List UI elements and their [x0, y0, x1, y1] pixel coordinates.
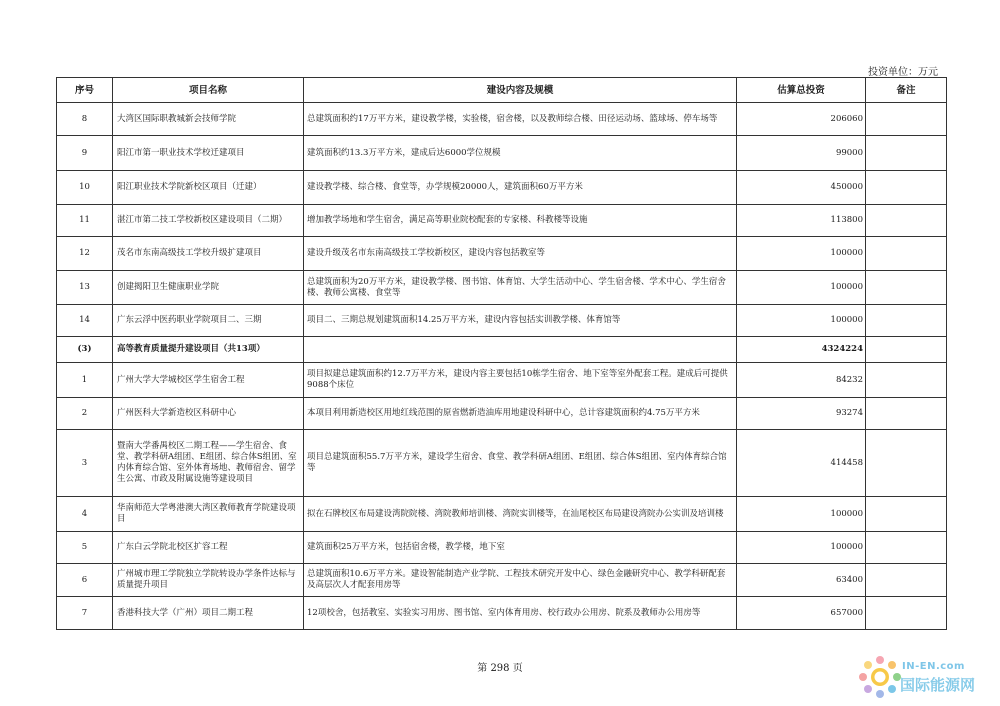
- row-investment: 99000: [737, 136, 866, 171]
- row-no: 3: [57, 430, 113, 497]
- row-investment: 84232: [737, 363, 866, 398]
- row-remark: [866, 171, 947, 205]
- row-content: 增加教学场地和学生宿舍，满足高等职业院校配套的专家楼、科教楼等设施: [304, 205, 737, 237]
- row-remark: [866, 532, 947, 564]
- sun-logo-icon: [858, 655, 902, 699]
- header-estimated-investment: 估算总投资: [737, 78, 866, 103]
- section-remark: [866, 337, 947, 363]
- row-investment: 450000: [737, 171, 866, 205]
- row-remark: [866, 564, 947, 597]
- row-no: 1: [57, 363, 113, 398]
- row-investment: 100000: [737, 497, 866, 532]
- row-content: 本项目利用新造校区用地红线范围的原省燃新造油库用地建设科研中心，总计容建筑面积约4.75万平方米: [304, 398, 737, 430]
- row-no: 7: [57, 597, 113, 630]
- section-investment: 4324224: [737, 337, 866, 363]
- table-row: [57, 171, 947, 205]
- table-row: [57, 564, 947, 597]
- row-remark: [866, 597, 947, 630]
- row-content: 拟在石牌校区布局建设湾院院楼、湾院教师培训楼、湾院实训楼等，在汕尾校区布局建设湾院办公实训及培训楼: [304, 497, 737, 532]
- table-row: [57, 237, 947, 271]
- watermark-brand-text: 国际能源网: [900, 676, 976, 694]
- table-header-row: [57, 78, 947, 103]
- watermark-site-text: IN-EN.com: [902, 661, 965, 672]
- section-title: 高等教育质量提升建设项目（共13项）: [113, 337, 304, 363]
- row-no: 4: [57, 497, 113, 532]
- header-project-name: 项目名称: [113, 78, 304, 103]
- row-no: 9: [57, 136, 113, 171]
- row-content: 项目总建筑面积55.7万平方米，建设学生宿舍、食堂、教学科研A组团、E组团、综合体S组团、室内体育综合馆等: [304, 430, 737, 497]
- row-no: 8: [57, 103, 113, 136]
- table-row: [57, 305, 947, 337]
- row-investment: 63400: [737, 564, 866, 597]
- row-project-name: 大湾区国际职教城新会技师学院: [113, 103, 304, 136]
- row-investment: 113800: [737, 205, 866, 237]
- table-row: [57, 103, 947, 136]
- row-investment: 100000: [737, 305, 866, 337]
- row-remark: [866, 103, 947, 136]
- row-content: 总建筑面积10.6万平方米。建设智能制造产业学院、工程技术研究开发中心、绿色金融研究中心、教学科研配套及高层次人才配套用房等: [304, 564, 737, 597]
- row-investment: 100000: [737, 271, 866, 305]
- row-content: 总建筑面积约17万平方米，建设教学楼，实验楼，宿舍楼，以及教师综合楼、田径运动场、篮球场、停车场等: [304, 103, 737, 136]
- section-content: [304, 337, 737, 363]
- table-row: [57, 597, 947, 630]
- row-remark: [866, 205, 947, 237]
- row-project-name: 阳江职业技术学院新校区项目（迁建）: [113, 171, 304, 205]
- row-no: 10: [57, 171, 113, 205]
- row-investment: 93274: [737, 398, 866, 430]
- row-remark: [866, 363, 947, 398]
- row-investment: 100000: [737, 237, 866, 271]
- row-no: 13: [57, 271, 113, 305]
- table-row: [57, 430, 947, 497]
- row-project-name: 广州医科大学新造校区科研中心: [113, 398, 304, 430]
- row-remark: [866, 136, 947, 171]
- row-project-name: 暨南大学番禺校区二期工程——学生宿舍、食堂、教学科研A组团、E组团、综合体S组团、室内体育综合馆、室外体育场地、教师宿舍、留学生公寓、市政及附属设施等建设项目: [113, 430, 304, 497]
- row-no: 6: [57, 564, 113, 597]
- row-no: 12: [57, 237, 113, 271]
- row-no: 14: [57, 305, 113, 337]
- header-content-scale: 建设内容及规模: [304, 78, 737, 103]
- row-investment: 100000: [737, 532, 866, 564]
- row-remark: [866, 398, 947, 430]
- row-content: 建设教学楼、综合楼、食堂等，办学规模20000人，建筑面积60万平方米: [304, 171, 737, 205]
- row-remark: [866, 237, 947, 271]
- row-content: 建筑面积约13.3万平方米，建成后达6000学位规模: [304, 136, 737, 171]
- row-content: 建筑面积25万平方米，包括宿舍楼，教学楼，地下室: [304, 532, 737, 564]
- row-project-name: 香港科技大学（广州）项目二期工程: [113, 597, 304, 630]
- watermark-logo: [858, 655, 998, 699]
- row-remark: [866, 497, 947, 532]
- row-no: 11: [57, 205, 113, 237]
- row-content: 建设升级茂名市东南高级技工学校新校区，建设内容包括教室等: [304, 237, 737, 271]
- table-row: [57, 136, 947, 171]
- table-row: [57, 398, 947, 430]
- row-investment: 206060: [737, 103, 866, 136]
- page-number: 第 298 页: [477, 663, 523, 674]
- row-content: 项目二、三期总规划建筑面积14.25万平方米，建设内容包括实训教学楼、体育馆等: [304, 305, 737, 337]
- row-remark: [866, 271, 947, 305]
- row-investment: 657000: [737, 597, 866, 630]
- row-no: 5: [57, 532, 113, 564]
- row-project-name: 广州城市理工学院独立学院转设办学条件达标与质量提升项目: [113, 564, 304, 597]
- project-table: [56, 77, 947, 630]
- row-project-name: 湛江市第二技工学校新校区建设项目（二期）: [113, 205, 304, 237]
- header-serial-no: 序号: [57, 78, 113, 103]
- table-row: [57, 497, 947, 532]
- row-content: 总建筑面积为20万平方米，建设教学楼、图书馆、体育馆、大学生活动中心、学生宿舍楼、学术中心、学生宿舍楼、教师公寓楼、食堂等: [304, 271, 737, 305]
- table-row: [57, 271, 947, 305]
- investment-unit-label: 投资单位：万元: [868, 67, 938, 78]
- row-content: 项目拟建总建筑面积约12.7万平方米，建设内容主要包括10栋学生宿舍、地下室等室外配套工程。建成后可提供9088个床位: [304, 363, 737, 398]
- row-project-name: 创建揭阳卫生健康职业学院: [113, 271, 304, 305]
- row-investment: 414458: [737, 430, 866, 497]
- row-remark: [866, 430, 947, 497]
- row-project-name: 广东白云学院北校区扩容工程: [113, 532, 304, 564]
- section-row: [57, 337, 947, 363]
- section-no: (3): [57, 337, 113, 363]
- row-project-name: 广州大学大学城校区学生宿舍工程: [113, 363, 304, 398]
- table-row: [57, 363, 947, 398]
- header-remark: 备注: [866, 78, 947, 103]
- row-project-name: 茂名市东南高级技工学校升级扩建项目: [113, 237, 304, 271]
- row-no: 2: [57, 398, 113, 430]
- row-project-name: 阳江市第一职业技术学校迁建项目: [113, 136, 304, 171]
- table-row: [57, 532, 947, 564]
- table-row: [57, 205, 947, 237]
- row-project-name: 华南师范大学粤港澳大湾区教师教育学院建设项目: [113, 497, 304, 532]
- row-project-name: 广东云浮中医药职业学院项目二、三期: [113, 305, 304, 337]
- row-remark: [866, 305, 947, 337]
- row-content: 12项校舍，包括教室、实验实习用房、图书馆、室内体育用房、校行政办公用房、院系及教师办公用房等: [304, 597, 737, 630]
